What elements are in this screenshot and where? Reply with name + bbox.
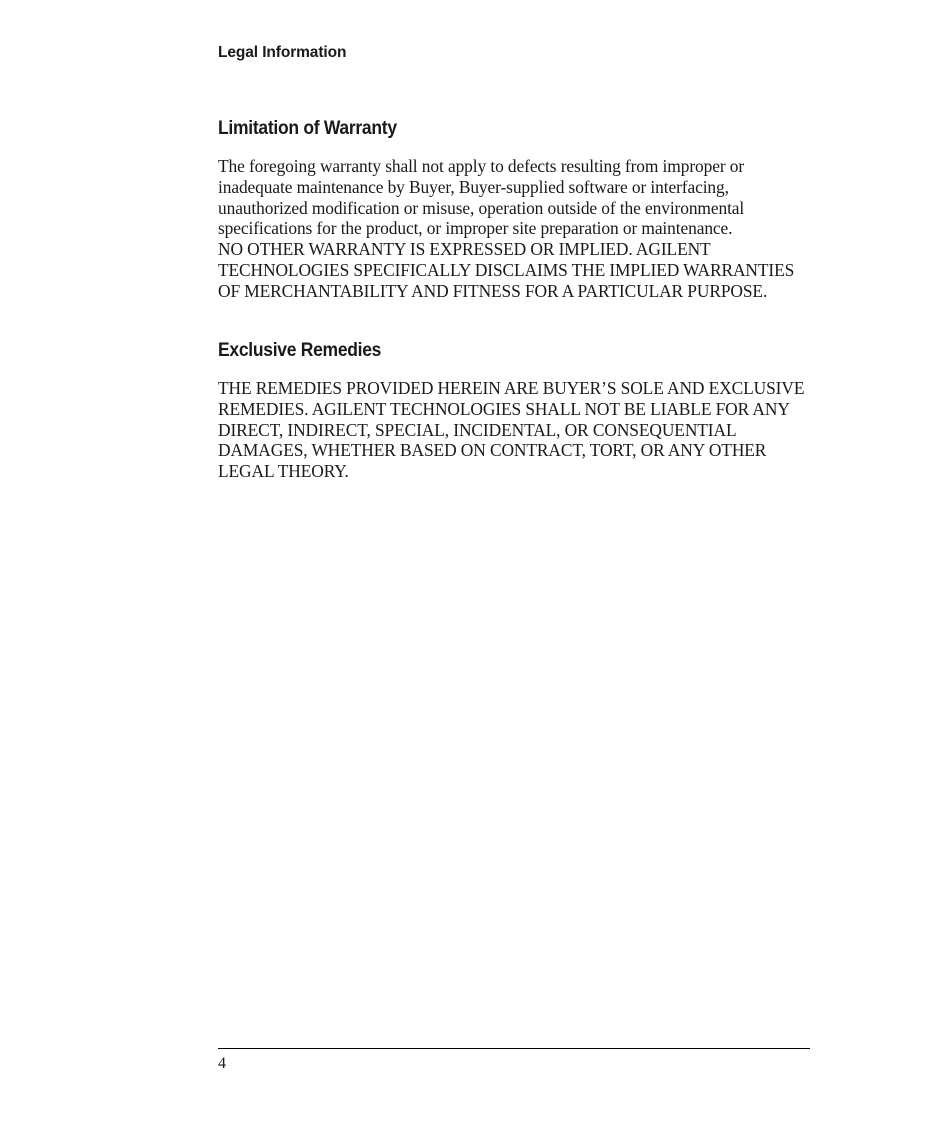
body-line: DIRECT, INDIRECT, SPECIAL, INCIDENTAL, OR CONSEQUENTIAL — [218, 419, 737, 440]
footer-divider — [218, 1048, 810, 1049]
section-heading: Exclusive Remedies — [218, 340, 382, 361]
running-header: Legal Information — [218, 44, 347, 61]
body-line: The foregoing warranty shall not apply to defects resulting from improper or — [218, 156, 745, 176]
body-line: unauthorized modification or misuse, operation outside of the environmental — [218, 197, 745, 218]
body-line: DAMAGES, WHETHER BASED ON CONTRACT, TORT, OR ANY OTHER — [218, 440, 767, 461]
section-body — [218, 378, 818, 482]
body-line: REMEDIES. AGILENT TECHNOLOGIES SHALL NOT BE LIABLE FOR ANY — [218, 398, 790, 419]
body-line: NO OTHER WARRANTY IS EXPRESSED OR IMPLIED. AGILENT — [218, 239, 711, 260]
body-line: LEGAL THEORY. — [218, 461, 349, 482]
limitation-of-warranty-section — [218, 118, 818, 302]
page-number: 4 — [218, 1055, 226, 1072]
body-line: TECHNOLOGIES SPECIFICALLY DISCLAIMS THE IMPLIED WARRANTIES — [218, 259, 795, 280]
body-line: specifications for the product, or improper site preparation or maintenance. — [218, 218, 733, 239]
body-line: inadequate maintenance by Buyer, Buyer-supplied software or interfacing, — [218, 176, 729, 197]
body-line: OF MERCHANTABILITY AND FITNESS FOR A PARTICULAR PURPOSE. — [218, 280, 768, 301]
section-heading: Limitation of Warranty — [218, 118, 397, 139]
section-body — [218, 156, 818, 302]
exclusive-remedies-section — [218, 340, 818, 482]
body-line: THE REMEDIES PROVIDED HEREIN ARE BUYER’S SOLE AND EXCLUSIVE — [218, 378, 805, 398]
